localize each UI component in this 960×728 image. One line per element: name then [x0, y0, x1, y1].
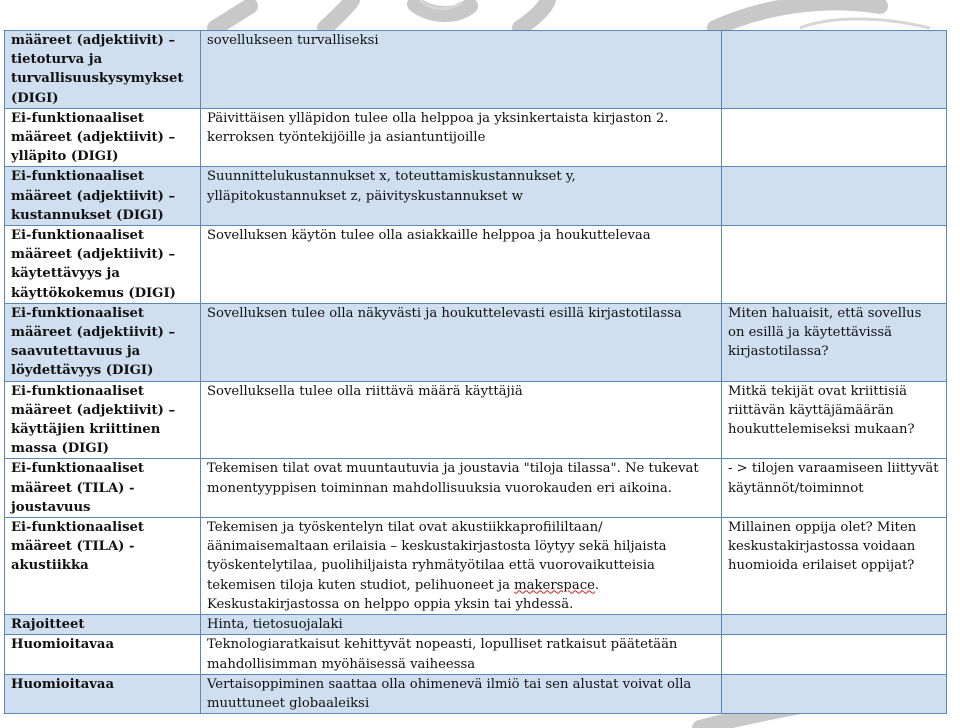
- category-cell: määreet (adjektiivit) – tietoturva ja turvallisuuskysymykset (DIGI): [5, 31, 201, 109]
- category-cell: Ei-funktionaaliset määreet (adjektiivit) – kustannukset (DIGI): [5, 167, 201, 226]
- table-row: [5, 615, 947, 635]
- table-row: [5, 674, 947, 713]
- category-cell: Huomioitavaa: [5, 674, 201, 713]
- table-row: [5, 381, 947, 459]
- question-cell: Miten haluaisit, että sovellus on esillä ja käytettävissä kirjastotilassa?: [722, 303, 947, 381]
- table-row: [5, 31, 947, 109]
- spellcheck-marked-word: makerspace: [514, 577, 595, 593]
- table-row: [5, 108, 947, 167]
- question-cell: - > tilojen varaamiseen liittyvät käytännöt/toiminnot: [722, 459, 947, 518]
- category-cell: Ei-funktionaaliset määreet (TILA) - joustavuus: [5, 459, 201, 518]
- table-row: [5, 226, 947, 304]
- requirement-cell: sovellukseen turvalliseksi: [201, 31, 722, 109]
- question-cell: Millainen oppija olet? Miten keskustakirjastossa voidaan huomioida erilaiset oppijat?: [722, 518, 947, 615]
- question-cell: [722, 31, 947, 109]
- question-cell: [722, 674, 947, 713]
- category-cell: Ei-funktionaaliset määreet (adjektiivit) – käytettävyys ja käyttökokemus (DIGI): [5, 226, 201, 304]
- requirement-cell: Teknologiaratkaisut kehittyvät nopeasti, lopulliset ratkaisut päätetään mahdollisimman myöhäisessä vaiheessa: [201, 635, 722, 674]
- category-cell: Ei-funktionaaliset määreet (adjektiivit) – saavutettavuus ja löydettävyys (DIGI): [5, 303, 201, 381]
- question-cell: [722, 615, 947, 635]
- question-cell: Mitkä tekijät ovat kriittisiä riittävän käyttäjämäärän houkuttelemiseksi mukaan?: [722, 381, 947, 459]
- requirement-cell: Suunnittelukustannukset x, toteuttamiskustannukset y, ylläpitokustannukset z, päivityskustannukset w: [201, 167, 722, 226]
- question-cell: [722, 635, 947, 674]
- requirement-text: Tekemisen ja työskentelyn tilat ovat akustiikkaprofiililtaan/äänimaisemaltaan erilaisia – keskustakirjastosta löytyy sekä hiljaista työskentelytilaa, puolihiljaista ryhmätyötilaa että vuorovaikutteisia tekemisen tiloja kuten studiot, pelihuoneet ja: [207, 520, 667, 593]
- question-cell: [722, 108, 947, 167]
- requirements-table: [4, 30, 947, 714]
- requirement-cell: [201, 518, 722, 615]
- question-cell: [722, 167, 947, 226]
- category-cell: Ei-funktionaaliset määreet (TILA) - akustiikka: [5, 518, 201, 615]
- requirement-cell: Sovelluksen tulee olla näkyvästi ja houkuttelevasti esillä kirjastotilassa: [201, 303, 722, 381]
- category-cell: Ei-funktionaaliset määreet (adjektiivit) – käyttäjien kriittinen massa (DIGI): [5, 381, 201, 459]
- category-cell: Huomioitavaa: [5, 635, 201, 674]
- table-row: [5, 303, 947, 381]
- requirement-text: . Keskustakirjastossa on helppo oppia yksin tai yhdessä.: [207, 577, 600, 612]
- category-cell: Rajoitteet: [5, 615, 201, 635]
- requirement-cell: Sovelluksella tulee olla riittävä määrä käyttäjiä: [201, 381, 722, 459]
- table-row: [5, 459, 947, 518]
- category-cell: Ei-funktionaaliset määreet (adjektiivit) – ylläpito (DIGI): [5, 108, 201, 167]
- requirement-cell: Tekemisen tilat ovat muuntautuvia ja joustavia "tiloja tilassa". Ne tukevat monentyyppisen toiminnan mahdollisuuksia vuorokauden eri aikoina.: [201, 459, 722, 518]
- table-row: [5, 167, 947, 226]
- requirement-cell: Hinta, tietosuojalaki: [201, 615, 722, 635]
- requirement-cell: Päivittäisen ylläpidon tulee olla helppoa ja yksinkertaista kirjaston 2. kerroksen työntekijöille ja asiantuntijoille: [201, 108, 722, 167]
- requirement-cell: Vertaisoppiminen saattaa olla ohimenevä ilmiö tai sen alustat voivat olla muuttuneet globaaleiksi: [201, 674, 722, 713]
- question-cell: [722, 226, 947, 304]
- table-row: [5, 635, 947, 674]
- table-row: [5, 518, 947, 615]
- requirement-cell: Sovelluksen käytön tulee olla asiakkaille helppoa ja houkuttelevaa: [201, 226, 722, 304]
